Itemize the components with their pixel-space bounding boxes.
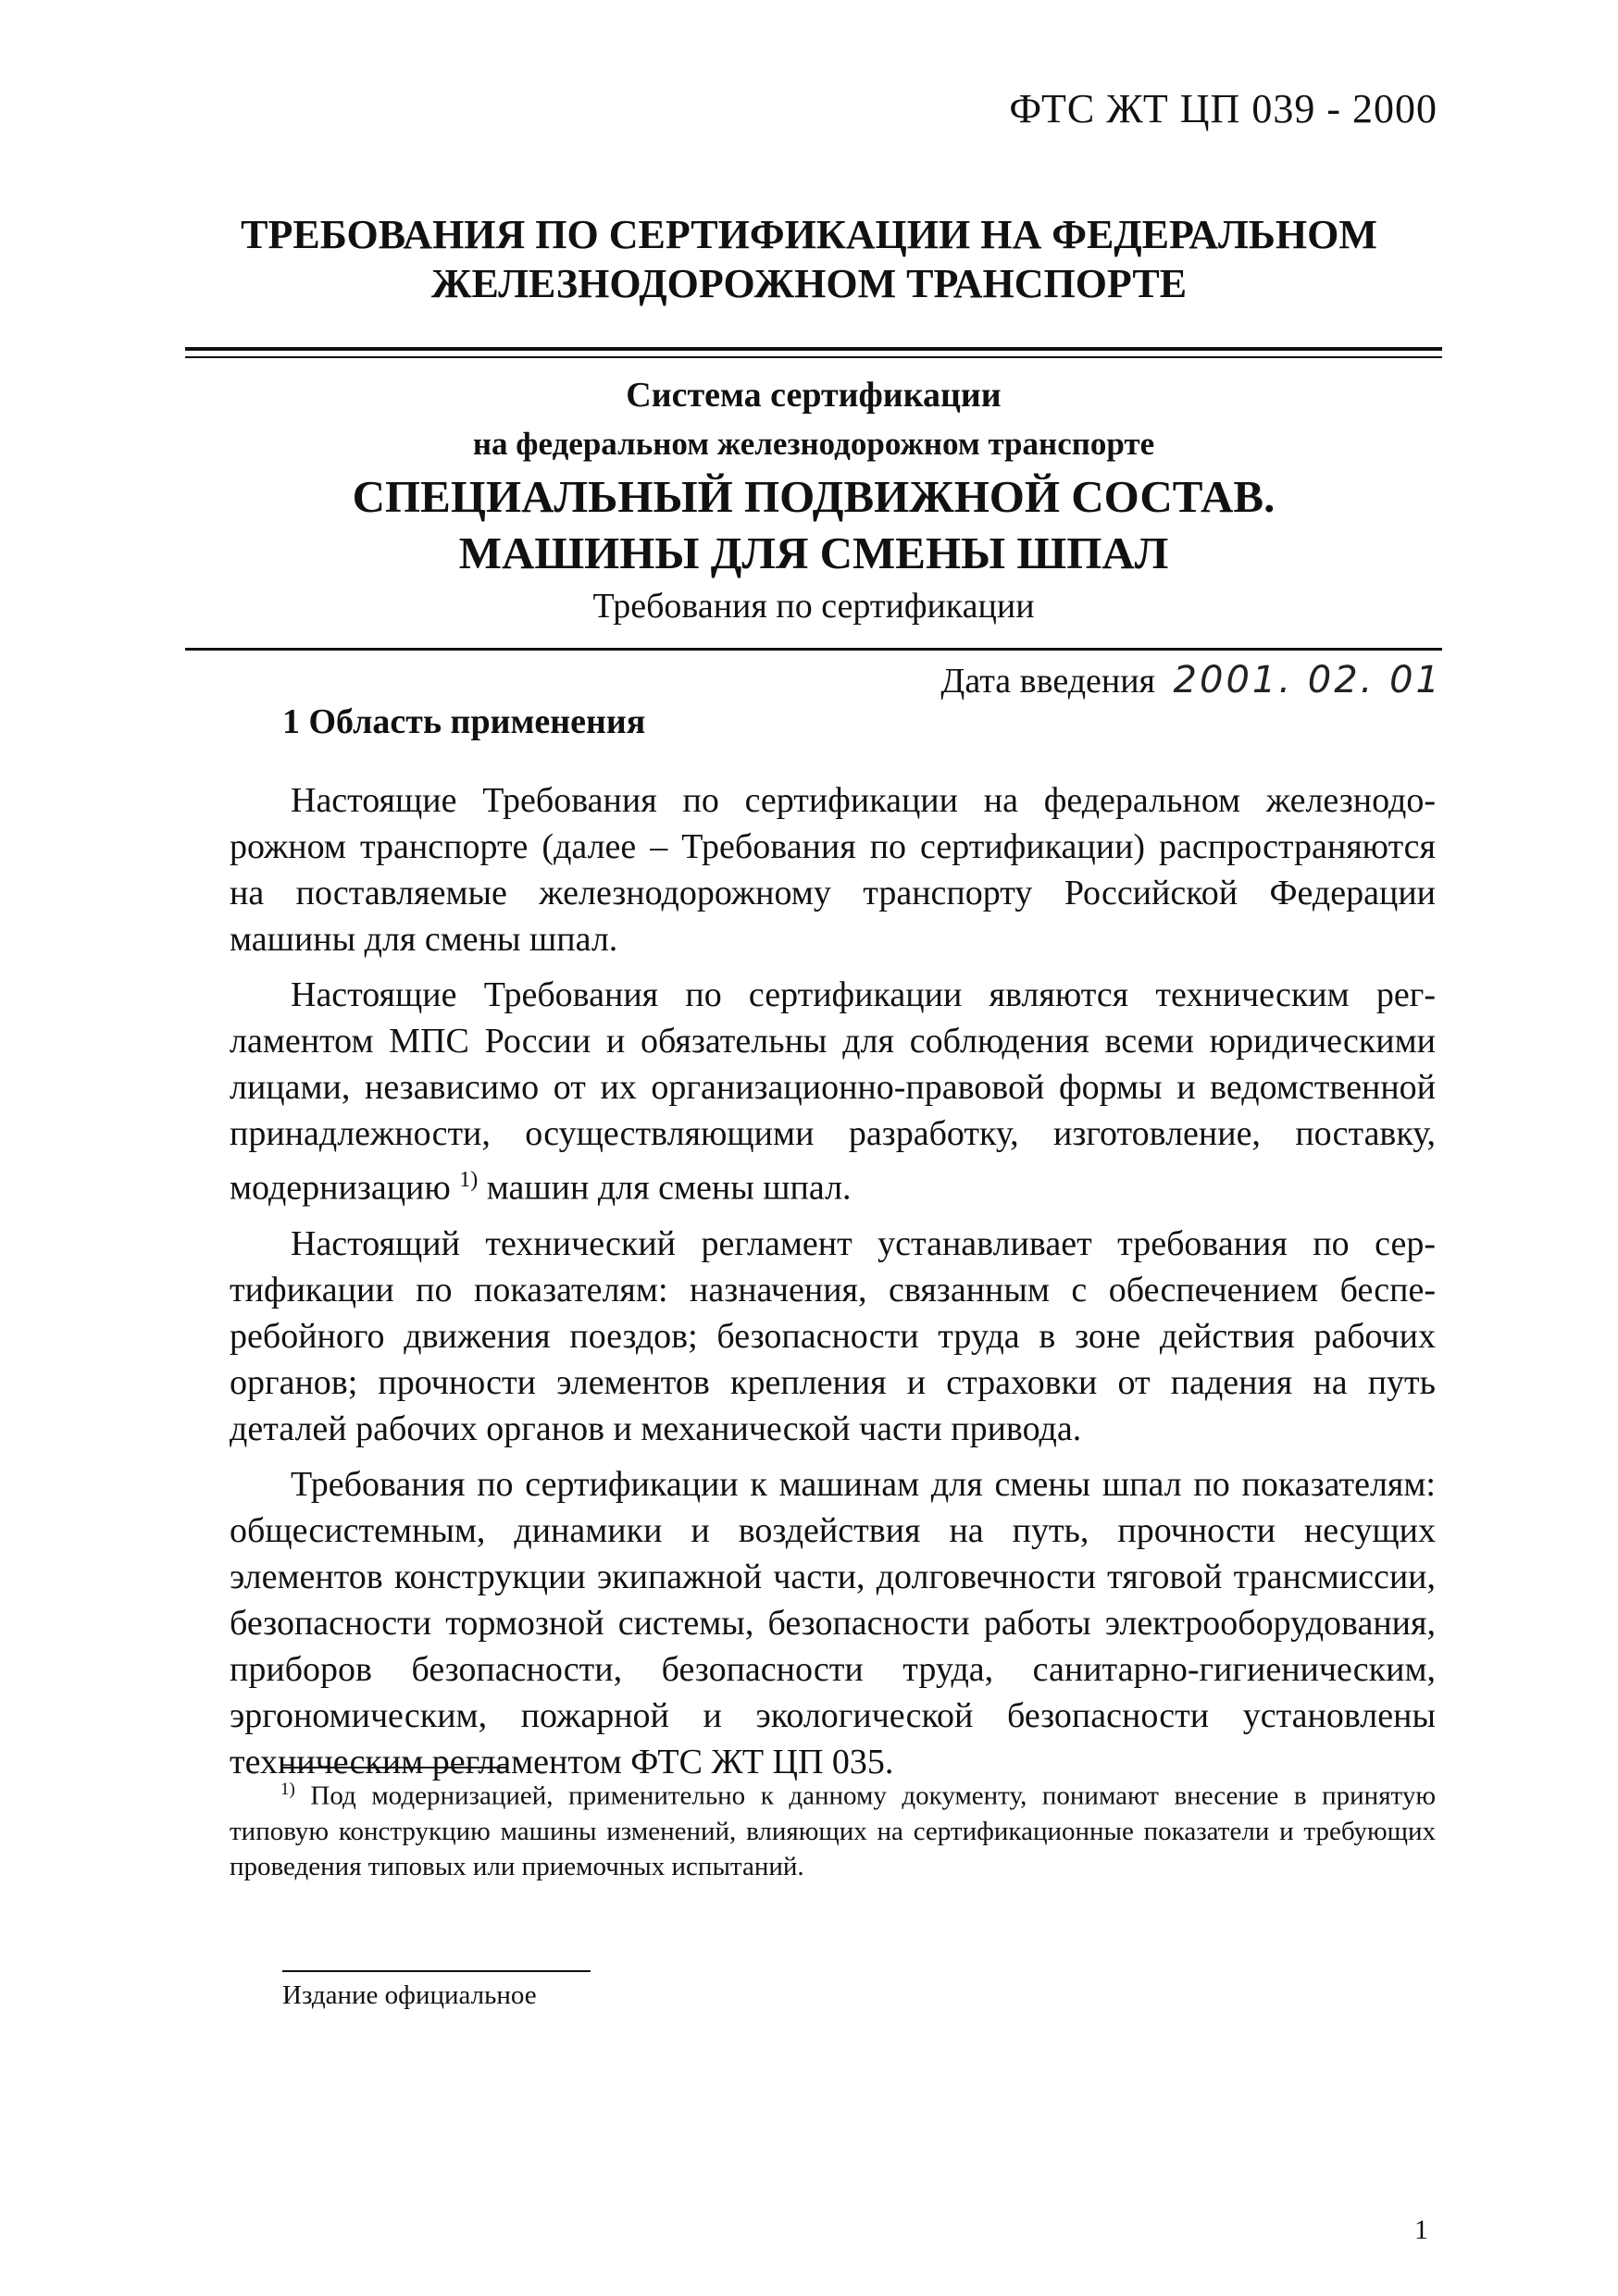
footnote-divider <box>282 1767 508 1769</box>
footnote <box>230 1772 1436 1884</box>
system-name: Система сертификации <box>626 376 1002 415</box>
introduction-date-label: Дата введения <box>940 662 1156 701</box>
product-category: СПЕЦИАЛЬНЫЙ ПОДВИЖНОЙ СОСТАВ. <box>352 471 1276 522</box>
page-number: 1 <box>1414 2215 1428 2245</box>
document-type: Требования по сертификации <box>592 587 1035 626</box>
system-scope: на федеральном железнодорожном транспорте <box>472 426 1155 462</box>
introduction-date <box>940 659 1442 701</box>
product-name: МАШИНЫ ДЛЯ СМЕНЫ ШПАЛ <box>458 527 1169 578</box>
single-rule-divider <box>185 648 1442 651</box>
document-code: ФТС ЖТ ЦП 039 - 2000 <box>1009 86 1438 131</box>
rule-thick <box>185 347 1442 351</box>
edition-note: Издание официальное <box>282 1980 537 2010</box>
paragraph-4: Требования по сертификации к машинам для смены шпал по показателям: общесистемным, динамики и воздействия на путь, прочности несущих элементов конструкции экипажной части, долговечности тяговой трансмиссии, безопасности тормозной системы, безопасности работы электрооборудования, приборов безопасности, безопасности труда, санитарно-гигиеническим, эргономическим, пожарной и экологической безопасности установлены техническим регламентом ФТС ЖТ ЦП 035. <box>230 1464 1436 1781</box>
paragraph-1: Настоящие Требования по сертификации на федеральном железнодорожном транспорте (далее – Требования по сертификации) распространяются на поставляемые железнодорожному транспорту Российской Федерации машины для смены шпал. <box>230 781 1436 959</box>
paragraph-2 <box>230 972 1436 1211</box>
footnote-paragraph <box>230 1772 1436 1884</box>
section-title: 1 Область применения <box>282 702 646 741</box>
header-title-line1: ТРЕБОВАНИЯ ПО СЕРТИФИКАЦИИ НА ФЕДЕРАЛЬНОМ <box>241 212 1377 257</box>
document-header-title <box>0 211 1618 309</box>
section-body <box>230 777 1436 1794</box>
paragraph-2-tail: машин для смены шпал. <box>478 1168 852 1208</box>
footnote-reference: 1) <box>459 1168 479 1192</box>
introduction-date-value: 2001. 02. 01 <box>1173 659 1442 701</box>
footnote-marker: 1) <box>280 1780 295 1799</box>
paragraph-3: Настоящий технический регламент устанавливает требования по сертификации по показателям: назначения, связанным с обеспечением бесперебойного движения поездов; безопасности труда в зоне действия рабочих органов; прочности элементов крепления и страховки от падения на путь деталей рабочих органов и механической части привода. <box>230 1223 1436 1448</box>
paragraph-2-text: Настоящие Требования по сертификации являются техническим регламентом МПС России и обязательны для соблюдения всеми юридическими лицами, независимо от их организационно-правовой формы и ведомственной принадлежности, осуществляющими разработку, изготовление, поставку, модернизацию <box>230 975 1436 1208</box>
header-title-line2: ЖЕЛЕЗНОДОРОЖНОМ ТРАНСПОРТЕ <box>430 260 1188 306</box>
rule-thin <box>185 356 1442 358</box>
double-rule-divider <box>185 347 1442 362</box>
system-title-block <box>185 370 1442 631</box>
footnote-text: Под модернизацией, применительно к данному документу, понимают внесение в принятую типовую конструкцию машины изменений, влияющих на сертификационные показатели и требующих проведения типовых или приемочных испытаний. <box>230 1781 1436 1881</box>
edition-divider <box>282 1970 591 1972</box>
